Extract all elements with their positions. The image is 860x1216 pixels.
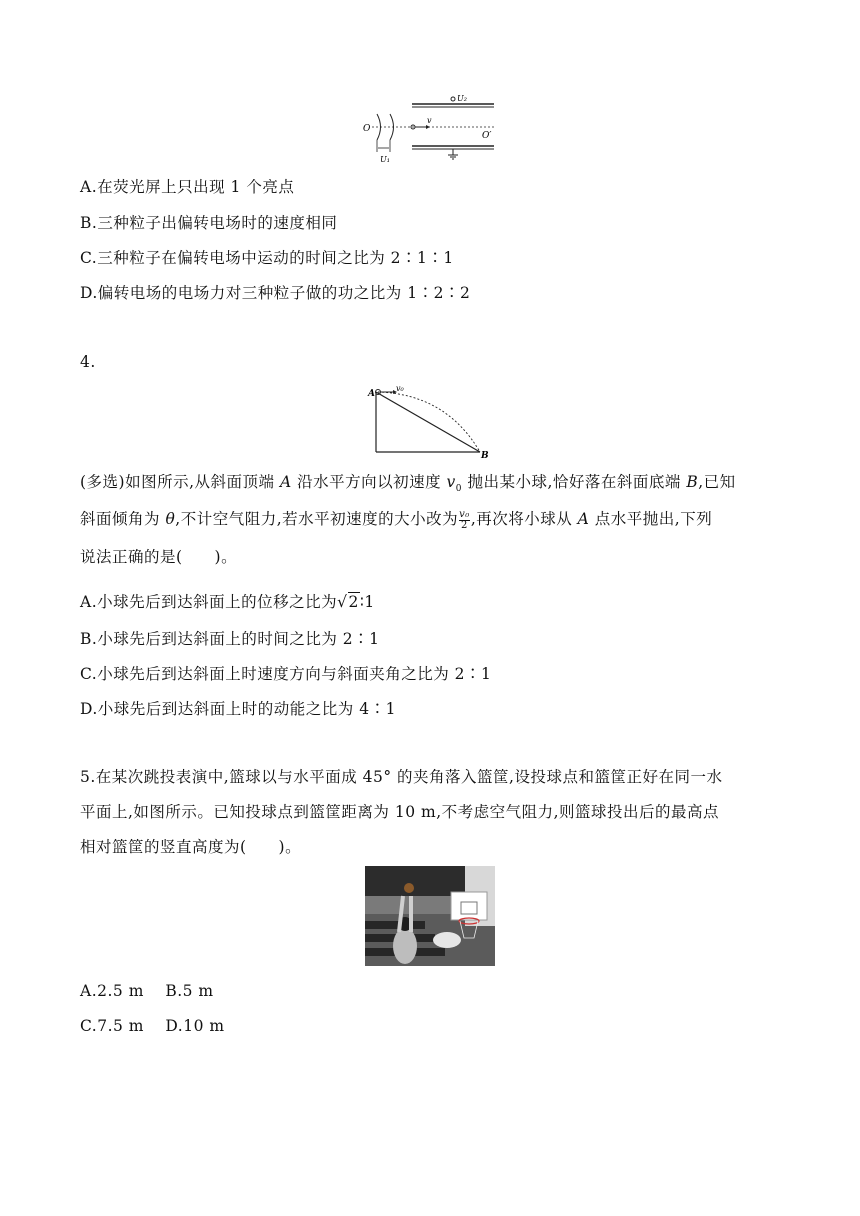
label-b: B [481,451,489,460]
q3-option-b: B.三种粒子出偏转电场时的速度相同 [80,214,338,232]
q4-stem-line2: 斜面倾角为 θ,不计空气阻力,若水平初速度的大小改为 $\frac{\text{v₀}}{2}$ ,再次将小球从 A 点水平抛出,下列 [80,508,713,531]
q4-option-a: A.小球先后到达斜面上的位移之比为√2∶1 [80,593,375,611]
q5-stem-line2: 平面上,如图所示。已知投球点到篮筐距离为 10 m,不考虑空气阻力,则篮球投出后的最高点 [80,803,720,821]
basketball-photo [365,866,495,966]
q4-option-d: D.小球先后到达斜面上时的动能之比为 4∶1 [80,700,396,718]
q4-number: 4. [80,353,96,371]
incline-projectile-figure [366,384,496,460]
label-u2: U₂ [457,94,467,103]
label-v0: v₀ [396,384,404,393]
q5-options-row2: C.7.5 m D.10 m [80,1017,225,1035]
q5-stem-line1: 5.在某次跳投表演中,篮球以与水平面成 45° 的夹角落入篮筐,设投球点和篮筐正好在同一水 [80,768,723,786]
q4-option-b: B.小球先后到达斜面上的时间之比为 2∶1 [80,630,380,648]
q3-option-c: C.三种粒子在偏转电场中运动的时间之比为 2∶1∶1 [80,249,454,267]
q4-option-c: C.小球先后到达斜面上时速度方向与斜面夹角之比为 2∶1 [80,665,492,683]
sqrt-symbol: √2 [337,593,359,611]
label-v: v [427,116,432,125]
deflection-field-figure [360,92,500,164]
label-o: O [363,124,371,134]
q4-stem-line3: 说法正确的是( )。 [80,548,238,566]
q4-stem-line1: (多选)如图所示,从斜面顶端 A 沿水平方向以初速度 $v_0$ 抛出某小球,恰好落在斜面底端 B,已知 [80,473,736,495]
label-u1: U₁ [380,155,390,164]
label-o-prime: O′ [482,131,492,141]
label-a: A [368,389,375,399]
q5-options-row1: A.2.5 m B.5 m [80,982,214,1000]
q5-stem-line3: 相对篮筐的竖直高度为( )。 [80,838,302,856]
fraction-v0-over-2: $\frac{\text{v₀}}{2}$ [459,508,470,531]
q3-option-d: D.偏转电场的电场力对三种粒子做的功之比为 1∶2∶2 [80,284,471,302]
q3-option-a: A.在荧光屏上只出现 1 个亮点 [80,178,295,196]
